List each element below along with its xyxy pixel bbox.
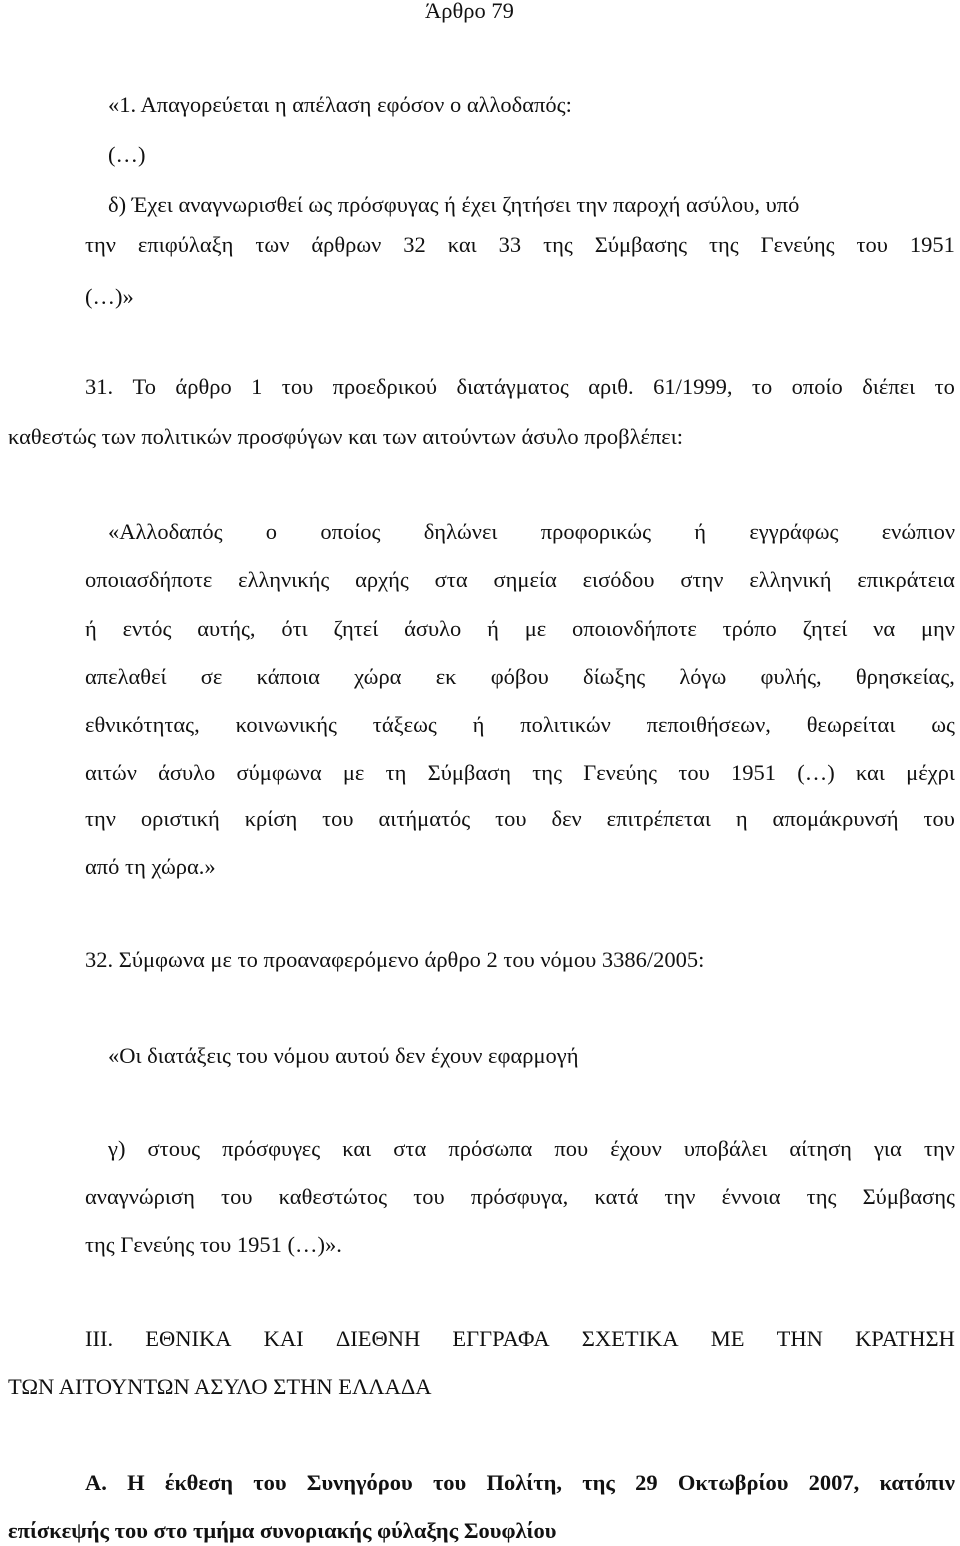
word: ή	[487, 616, 499, 641]
quote-line: από τη χώρα.»	[85, 854, 216, 879]
word: στους	[147, 1136, 201, 1161]
word: ΔΙΕΘΝΗ	[335, 1326, 421, 1351]
word: στην	[680, 567, 724, 592]
word: άρθρο	[175, 374, 232, 399]
word: άσυλο	[404, 616, 462, 641]
word: πολιτικών	[520, 712, 611, 737]
word: εθνικότητας,	[85, 712, 200, 737]
word: φόβου	[490, 664, 549, 689]
word: την	[664, 1184, 696, 1209]
word: την	[85, 806, 116, 831]
quote-line	[85, 710, 955, 740]
word: του	[923, 806, 955, 831]
word: επιφύλαξη	[137, 232, 234, 257]
word: έχουν	[610, 1136, 662, 1161]
word: της	[582, 1470, 615, 1495]
word: θεωρείται	[806, 712, 896, 737]
quote-line	[85, 614, 955, 644]
word: που	[554, 1136, 589, 1161]
word: γ)	[108, 1136, 126, 1161]
word: Α.	[85, 1470, 107, 1495]
word: σύμφωνα	[236, 760, 322, 785]
word: το	[934, 374, 955, 399]
word: ΙΙΙ.	[85, 1326, 114, 1351]
word: οριστική	[140, 806, 220, 831]
word: λόγω	[679, 664, 727, 689]
quote-line	[85, 230, 955, 260]
word: του	[432, 1470, 467, 1495]
word: δεν	[551, 806, 582, 831]
word: απελαθεί	[85, 664, 167, 689]
word: εντός	[122, 616, 172, 641]
word: ζητεί	[802, 616, 848, 641]
word: της	[543, 232, 573, 257]
word: και	[447, 232, 477, 257]
quote-line: «1. Απαγορεύεται η απέλαση εφόσον ο αλλοδαπός:	[108, 92, 572, 117]
subsection-heading: επίσκεψής του στο τμήμα συνοριακής φύλαξης Σουφλίου	[8, 1518, 557, 1543]
quote-line	[85, 1182, 955, 1212]
word: κατά	[594, 1184, 639, 1209]
word: 32	[403, 232, 426, 257]
word: ΣΧΕΤΙΚΑ	[581, 1326, 679, 1351]
quote-ellipsis: (…)	[108, 142, 146, 167]
word: διατάγματος	[456, 374, 569, 399]
paragraph-line	[85, 372, 955, 402]
word: του	[322, 806, 354, 831]
quote-line: της Γενεύης του 1951 (…)».	[85, 1232, 342, 1257]
word: πρόσωπα	[448, 1136, 533, 1161]
word: ή	[694, 519, 707, 544]
section-heading	[85, 1324, 955, 1354]
word: ΤΗΝ	[776, 1326, 823, 1351]
word: αριθ.	[588, 374, 634, 399]
word: έννοια	[721, 1184, 781, 1209]
word: χώρα	[354, 664, 402, 689]
word: ελληνική	[749, 567, 832, 592]
word: «Αλλοδαπός	[108, 519, 223, 544]
word: του	[221, 1184, 253, 1209]
word: του	[495, 806, 527, 831]
word: της	[532, 760, 562, 785]
word: αιτών	[85, 760, 137, 785]
word: 2007,	[808, 1470, 860, 1495]
word: οποίο	[791, 374, 843, 399]
quote-line: (…)»	[85, 284, 134, 309]
word: το	[751, 374, 773, 399]
word: απομάκρυνσή	[772, 806, 899, 831]
word: κρίση	[244, 806, 298, 831]
quote-line	[85, 758, 955, 788]
word: του	[856, 232, 888, 257]
word: μην	[920, 616, 955, 641]
quote-line	[108, 517, 955, 547]
word: (…)	[797, 760, 835, 785]
word: επικράτεια	[857, 567, 955, 592]
word: σε	[200, 664, 223, 689]
word: πεποιθήσεων,	[646, 712, 771, 737]
word: 1951	[909, 232, 955, 257]
paragraph-line: καθεστώς των πολιτικών προσφύγων και των αιτούντων άσυλο προβλέπει:	[8, 424, 684, 449]
word: εισόδου	[582, 567, 655, 592]
quote-line	[85, 565, 955, 595]
word: 61/1999,	[653, 374, 733, 399]
word: υποβάλει	[683, 1136, 768, 1161]
word: στα	[393, 1136, 427, 1161]
word: κοινωνικής	[235, 712, 337, 737]
word: επιτρέπεται	[606, 806, 711, 831]
word: δηλώνει	[423, 519, 498, 544]
word: Γενεύης	[760, 232, 835, 257]
word: προφορικώς	[540, 519, 651, 544]
word: 31.	[85, 374, 114, 399]
word: οποιονδήποτε	[572, 616, 697, 641]
word: ή	[472, 712, 485, 737]
word: της	[806, 1184, 837, 1209]
word: την	[85, 232, 116, 257]
word: ή	[85, 616, 97, 641]
word: Σύμβασης	[594, 232, 688, 257]
word: εγγράφως	[749, 519, 839, 544]
quote-line: δ) Έχει αναγνωρισθεί ως πρόσφυγας ή έχει ζητήσει την παροχή ασύλου, υπό	[108, 192, 800, 217]
word: του	[281, 374, 314, 399]
word: εκ	[435, 664, 457, 689]
word: σημεία	[493, 567, 557, 592]
subsection-heading	[85, 1468, 955, 1498]
word: κατόπιν	[879, 1470, 955, 1495]
word: Το	[132, 374, 156, 399]
word: της	[709, 232, 739, 257]
section-heading: ΤΩΝ ΑΙΤΟΥΝΤΩΝ ΑΣΥΛΟ ΣΤΗΝ ΕΛΛΑΔΑ	[8, 1374, 432, 1399]
word: αναγνώριση	[85, 1184, 195, 1209]
article-heading: Άρθρο 79	[425, 0, 514, 23]
word: για	[873, 1136, 902, 1161]
word: και	[855, 760, 885, 785]
word: πρόσφυγες	[222, 1136, 321, 1161]
word: Συνηγόρου	[306, 1470, 413, 1495]
word: Σύμβαση	[427, 760, 512, 785]
word: ΕΓΓΡΑΦΑ	[452, 1326, 550, 1351]
word: καθεστώτος	[278, 1184, 388, 1209]
word: οποίος	[320, 519, 381, 544]
word: Σύμβασης	[862, 1184, 955, 1209]
word: ως	[931, 712, 955, 737]
word: Οκτωβρίου	[677, 1470, 789, 1495]
word: Γενεύης	[583, 760, 658, 785]
word: και	[342, 1136, 372, 1161]
word: τάξεως	[372, 712, 437, 737]
word: Η	[127, 1470, 145, 1495]
word: του	[253, 1470, 287, 1495]
word: με	[342, 760, 365, 785]
word: άρθρων	[311, 232, 382, 257]
word: των	[255, 232, 290, 257]
quote-line	[85, 804, 955, 834]
word: προεδρικού	[332, 374, 438, 399]
word: ενώπιον	[881, 519, 955, 544]
word: τη	[385, 760, 407, 785]
word: οποιασδήποτε	[85, 567, 213, 592]
word: 1	[251, 374, 263, 399]
word: αιτήματός	[378, 806, 471, 831]
word: πρόσφυγα,	[470, 1184, 569, 1209]
word: κάποια	[256, 664, 320, 689]
word: αυτής,	[197, 616, 256, 641]
word: Πολίτη,	[486, 1470, 563, 1495]
word: στα	[434, 567, 468, 592]
word: φυλής,	[760, 664, 822, 689]
quote-line: «Οι διατάξεις του νόμου αυτού δεν έχουν εφαρμογή	[108, 1043, 579, 1068]
word: διέπει	[862, 374, 916, 399]
word: ελληνικής	[238, 567, 330, 592]
word: ζητεί	[333, 616, 379, 641]
quote-line	[85, 662, 955, 692]
word: έκθεση	[164, 1470, 233, 1495]
word: δίωξης	[582, 664, 646, 689]
word: 1951	[730, 760, 776, 785]
word: μέχρι	[906, 760, 955, 785]
paragraph-line: 32. Σύμφωνα με το προαναφερόμενο άρθρο 2 του νόμου 3386/2005:	[85, 947, 705, 972]
word: η	[735, 806, 748, 831]
word: θρησκείας,	[855, 664, 955, 689]
word: τρόπο	[722, 616, 777, 641]
word: ΚΡΑΤΗΣΗ	[855, 1326, 955, 1351]
word: με	[524, 616, 547, 641]
word: 33	[498, 232, 522, 257]
word: αίτηση	[789, 1136, 852, 1161]
quote-line	[108, 1134, 955, 1164]
word: την	[923, 1136, 955, 1161]
word: ΕΘΝΙΚΑ	[145, 1326, 232, 1351]
word: ΚΑΙ	[263, 1326, 304, 1351]
word: να	[873, 616, 896, 641]
word: αρχής	[355, 567, 409, 592]
word: του	[413, 1184, 445, 1209]
word: του	[678, 760, 710, 785]
word: ΜΕ	[710, 1326, 745, 1351]
word: 29	[635, 1470, 658, 1495]
word: άσυλο	[158, 760, 216, 785]
word: ο	[265, 519, 278, 544]
word: ότι	[281, 616, 308, 641]
